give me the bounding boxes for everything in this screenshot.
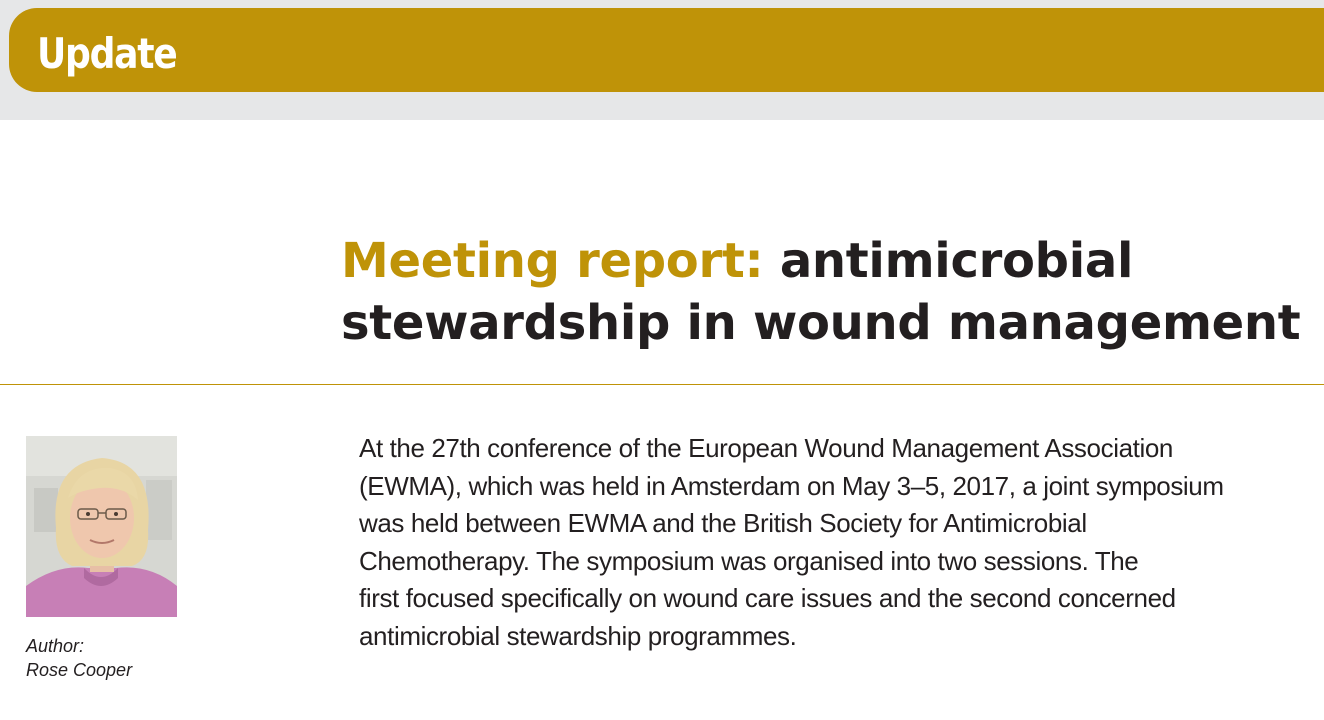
- author-name: Rose Cooper: [26, 660, 133, 680]
- author-label: Author:: [26, 636, 85, 656]
- author-credit: [26, 634, 132, 682]
- article-title: [341, 230, 1321, 354]
- body-line: Chemotherapy. The symposium was organised into two sessions. The: [359, 545, 1139, 576]
- title-divider: [0, 384, 1324, 385]
- body-line: was held between EWMA and the British Society for Antimicrobial: [359, 508, 1087, 538]
- section-banner: [9, 8, 1324, 92]
- article-intro-paragraph: [359, 430, 1324, 655]
- body-line: At the 27th conference of the European Wound Management Association: [359, 433, 1173, 463]
- article-title-rest: antimicrobial stewardship in wound management: [341, 233, 1301, 351]
- body-line: (EWMA), which was held in Amsterdam on May 3–5, 2017, a joint symposium: [359, 470, 1224, 501]
- section-label: Update: [37, 29, 177, 78]
- author-portrait-icon: [26, 436, 177, 617]
- article-title-accent: Meeting report:: [341, 233, 764, 289]
- body-line: antimicrobial stewardship programmes.: [359, 620, 797, 651]
- body-line: first focused specifically on wound care issues and the second concerned: [359, 583, 1176, 613]
